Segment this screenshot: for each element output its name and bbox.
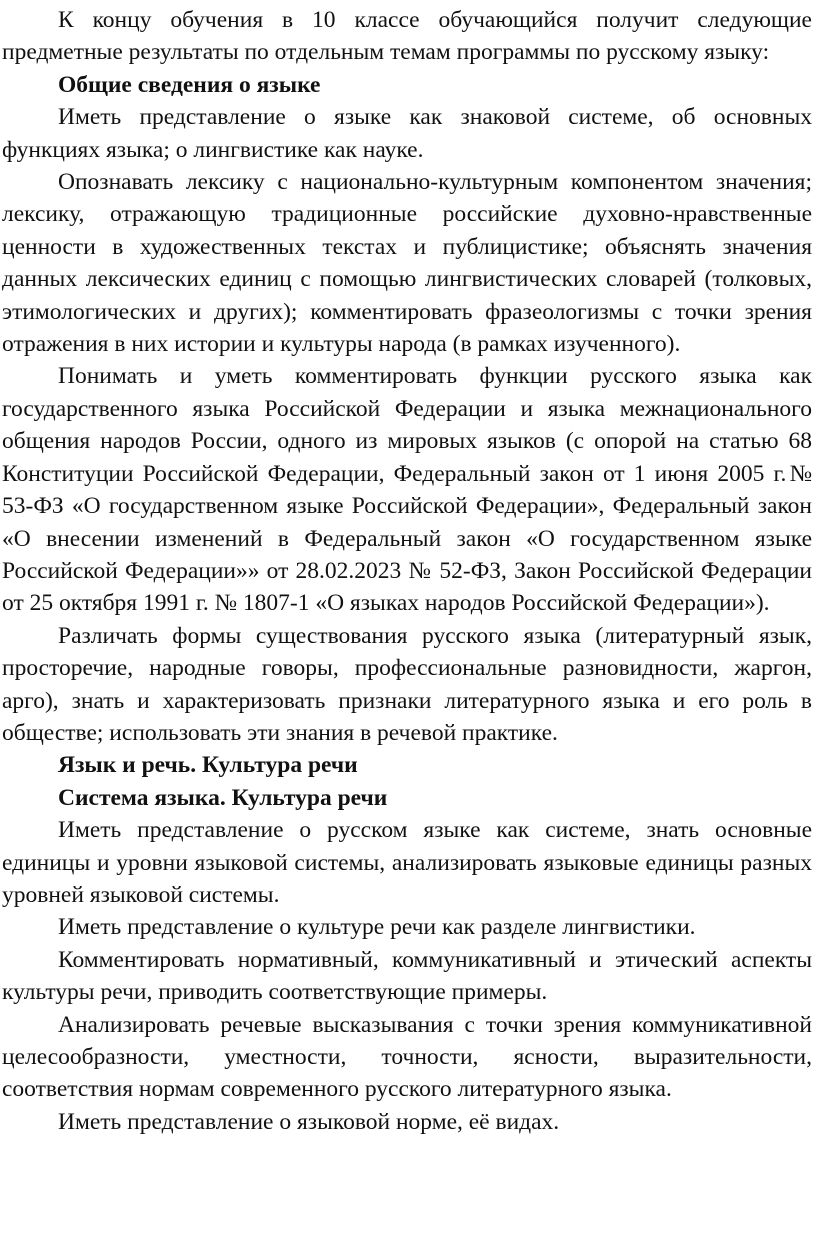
paragraph-normative-aspects: Комментировать нормативный, коммуникативный и этический аспекты культуры речи, приводить соответствующие примеры. bbox=[2, 946, 812, 1006]
paragraph-language-sign-system: Иметь представление о языке как знаковой системе, об основных функциях языка; о лингвистике как науке. bbox=[2, 104, 812, 163]
paragraph-language-system: Иметь представление о русском языке как системе, знать основные единицы и уровни языковой системы, анализировать языковые единицы разных уровней языковой системы. bbox=[2, 817, 812, 908]
paragraph-language-forms: Различать формы существования русского языка (литературный язык, просторечие, народные говоры, профессиональные разновидности, жаргон, арго), знать и характеризовать признаки литературного языка и его роль в обществе; использовать эти знания в речевой практике. bbox=[2, 622, 812, 746]
paragraph-state-language: Понимать и уметь комментировать функции русского языка как государственного языка Российской Федерации и языка межнационального общения народов России, одного из мировых языков (с опорой на статью 68 Конституции Российской Федерации, Федеральный закон от 1 июня 2005 г.№ 53-ФЗ «О государственном языке Российской Федерации», Федеральный закон «О внесении изменений в Федеральный закон «О государственном языке Российской Федерации»» от 28.02.2023 № 52-ФЗ, Закон Российской Федерации от 25 октября 1991 г. № 1807-1 «О языках народов Российской Федерации»). bbox=[2, 363, 812, 617]
intro-paragraph: К концу обучения в 10 классе обучающийся получит следующие предметные результаты по отдельным темам программы по русскому языку: bbox=[2, 7, 812, 66]
section-heading-language-system: Система языка. Культура речи bbox=[58, 784, 388, 811]
paragraph-vocabulary: Опознавать лексику с национально-культурным компонентом значения; лексику, отражающую традиционные российские духовно-нравственные ценности в художественных текстах и публицистике; объяснять значения данных лексических единиц с помощью лингвистических словарей (толковых, этимологических и других); комментировать фразеологизмы с точки зрения отражения в них истории и культуры народа (в рамках изученного). bbox=[2, 169, 812, 358]
paragraph-speech-analysis: Анализировать речевые высказывания с точки зрения коммуникативной целесообразности, уместности, точности, ясности, выразительности, соответствия нормам современного русского литературного языка. bbox=[2, 1011, 812, 1103]
document-page bbox=[2, 4, 812, 1138]
paragraph-speech-culture: Иметь представление о культуре речи как разделе лингвистики. bbox=[58, 914, 696, 941]
section-heading-general-info: Общие сведения о языке bbox=[58, 71, 321, 98]
section-heading-language-speech: Язык и речь. Культура речи bbox=[58, 752, 358, 779]
paragraph-language-norm: Иметь представление о языковой норме, её видах. bbox=[58, 1108, 560, 1135]
